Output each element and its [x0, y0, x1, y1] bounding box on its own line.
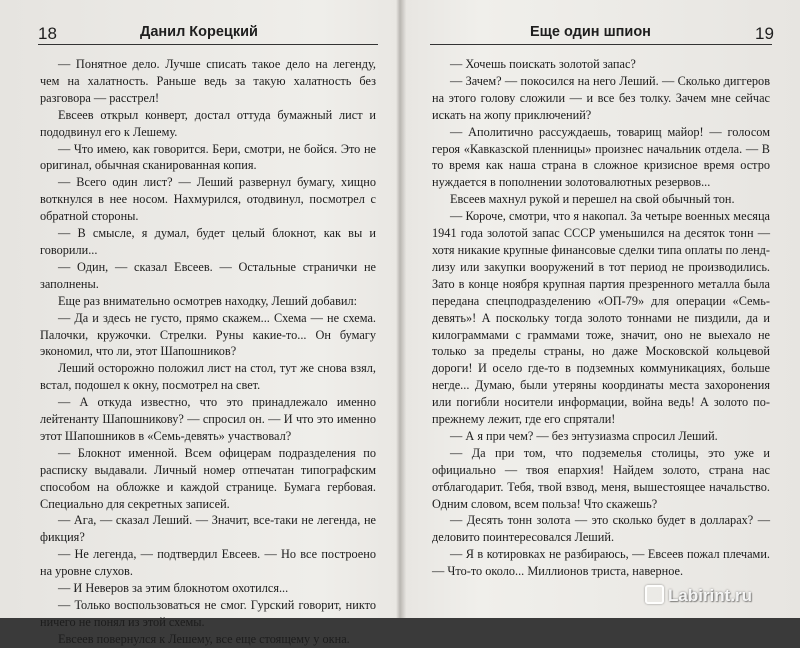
- paragraph: — Да и здесь не густо, прямо скажем... Схема — не схема. Палочки, кружочки. Стрелки. Руны какие-то... Он бумагу экономил, что ли, этот Шапошников?: [40, 310, 376, 359]
- paragraph: — И Неверов за этим блокнотом охотился...: [58, 581, 289, 596]
- paragraph: — Да при том, что подземелья столицы, это уже и официально — твоя епархия! Найдем золото, страна нас отблагодарит. Тебя, твой взвод, меня, вышестоящее начальство. Одним словом, всем польза! Что скажешь?: [432, 445, 770, 511]
- paragraph: — Только воспользоваться не смог. Гурский говорит, никто ничего не понял из этой схемы.: [40, 598, 376, 629]
- paragraph: — Понятное дело. Лучше списать такое дело на легенду, чем на халатность. Раньше ведь за такую халатность без разговора — расстрел!: [40, 57, 376, 105]
- paragraph: — В смысле, я думал, будет целый блокнот, как вы и говорили...: [40, 226, 376, 257]
- paragraph: — Аполитично рассуждаешь, товарищ майор! — голосом героя «Кавказской пленницы» произнес начальник отдела. — В то время как наша страна в сложное кризисное время остро нуждается в пополнении золотовалютных резервов...: [432, 124, 770, 190]
- paragraph: Евсеев повернулся к Лешему, все еще стоящему у окна.: [58, 631, 350, 646]
- running-head-title: Еще один шпион: [530, 24, 651, 40]
- paragraph: Евсеев махнул рукой и перешел на свой обычный тон.: [450, 192, 735, 207]
- paragraph: — Короче, смотри, что я накопал. За четыре военных месяца 1941 года золотой запас СССР уменьшился на десяток тонн — хотя никакие крупные финансовые сделки типа оплаты по ленд-лизу или закупки вооружений в тот период не производились. Зато в конце ноября крупная партия презренного металла была передана спецподразделению «ОП-79» для операции «Семь-девять»! А поскольку тогда золото тоннами не пиздили, да и килограммами с граммами тоже, значит, оно не выехало не только за пределы страны, но даже Московской кольцевой дороги! И осело где-то в подземных коммуникациях, больше негде... Думаю, были утеряны координаты места захоронения или погибли носители информации, война ведь! А золото по-прежнему лежит, где его спрятали!: [432, 209, 770, 427]
- paragraph: — Не легенда, — подтвердил Евсеев. — Но все построено на уровне слухов.: [40, 547, 376, 579]
- paragraph: — Всего один лист? — Леший развернул бумагу, хищно воткнулся в нее носом. Нахмурился, отодвинул, посмотрел с обратной стороны.: [40, 175, 376, 224]
- paragraph: — Зачем? — покосился на него Леший. — Сколько диггеров на этого голову сложили — и все без толку. Зачем мне сейчас искать на жопу приключений?: [432, 73, 770, 122]
- running-head-author: Данил Корецкий: [140, 24, 258, 40]
- paragraph: — Я в котировках не разбираюсь, — Евсеев пожал плечами. — Что-то около... Миллионов триста, наверное.: [432, 547, 770, 579]
- paragraph: Леший осторожно положил лист на стол, тут же снова взял, встал, подошел к окну, посмотрел на свет.: [40, 361, 376, 393]
- paragraph: Евсеев открыл конверт, достал оттуда бумажный лист и пододвинул его к Лешему.: [40, 107, 376, 139]
- paragraph: Еще раз внимательно осмотрев находку, Леший добавил:: [58, 293, 358, 308]
- paragraph: — А откуда известно, что это принадлежало именно лейтенанту Шапошникову? — спросил он. — И что это именно этот Шапошников в «Семь-девять» участвовал?: [40, 395, 376, 443]
- page-number-right: 19: [755, 24, 774, 43]
- body-text-right: [432, 56, 770, 580]
- paragraph: — Один, — сказал Евсеев. — Остальные странички не заполнены.: [40, 259, 376, 291]
- watermark-text: Labirint.ru: [668, 586, 753, 605]
- body-text-left: [40, 56, 376, 648]
- paragraph: — Что имею, как говорится. Бери, смотри, не бойся. Это не оригинал, обычная сканированная копия.: [40, 141, 376, 173]
- paragraph: — Ага, — сказал Леший. — Значит, все-таки не легенда, не фикция?: [40, 513, 376, 545]
- right-page: [400, 0, 800, 618]
- labirint-watermark: [645, 585, 752, 606]
- paragraph: — Хочешь поискать золотой запас?: [450, 57, 636, 71]
- paragraph: — Десять тонн золота — это сколько будет в долларах? — деловито поинтересовался Леший.: [432, 513, 770, 545]
- page-number-left: 18: [38, 24, 57, 43]
- paragraph: — Блокнот именной. Всем офицерам подразделения по расписку выдавали. Личный номер отпечатан типографским способом на обложке и каждой странице. Бумага гербовая. Специально для секретных записей.: [40, 445, 376, 511]
- paragraph: — А я при чем? — без энтузиазма спросил Леший.: [450, 428, 718, 443]
- header-rule-left: [38, 44, 378, 45]
- labirint-logo-icon: [645, 585, 664, 604]
- left-page: [0, 0, 400, 646]
- header-rule-right: [430, 44, 772, 45]
